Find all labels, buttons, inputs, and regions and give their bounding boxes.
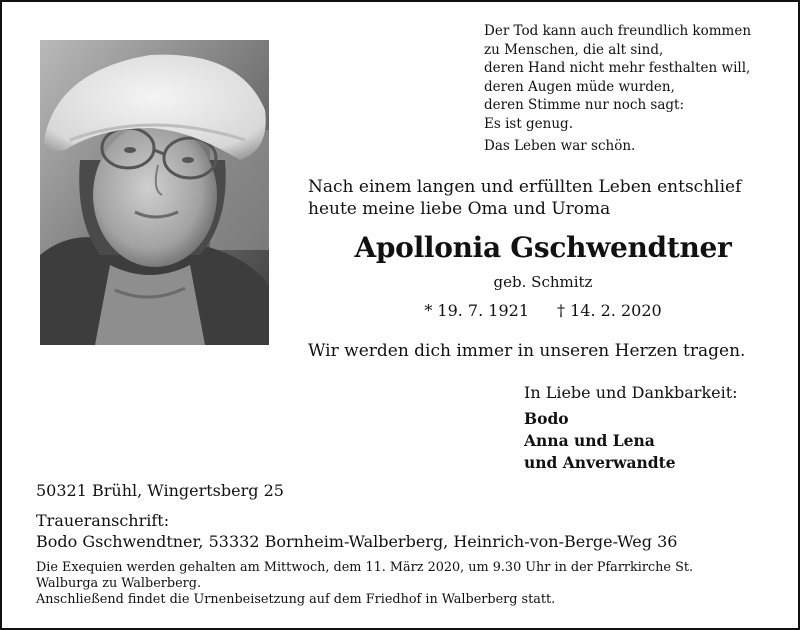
portrait-image [40,40,269,345]
poem-line: deren Augen müde wurden, [484,78,675,95]
poem-line: deren Hand nicht mehr festhalten will, [484,60,751,76]
mourner: Bodo [524,409,569,428]
mourner: Anna und Lena [524,431,655,450]
portrait-photo [40,40,269,345]
mourning-address-label: Traueranschrift: [36,511,170,530]
poem-line: Es ist genug. [484,115,573,132]
service-line: Anschließend findet die Urnenbeisetzung auf dem Friedhof in Walberberg statt. [36,592,556,607]
poem-line: Der Tod kann auch freundlich kommen [484,23,752,39]
intro-text [308,176,741,220]
mourner: und Anverwandte [524,453,676,472]
poem [484,22,784,133]
poem-line: deren Stimme nur noch sagt: [484,97,685,113]
intro-line: heute meine liebe Oma und Uroma [308,199,611,219]
mourning-address: Bodo Gschwendtner, 53332 Bornheim-Walberberg, Heinrich-von-Berge-Weg 36 [36,532,678,551]
service-details [36,560,776,608]
thanks-heading: In Liebe und Dankbarkeit: [524,383,738,402]
home-address: 50321 Brühl, Wingertsberg 25 [36,481,284,500]
birth-name: geb. Schmitz [493,273,593,291]
motto: Wir werden dich immer in unseren Herzen tragen. [308,341,746,361]
poem-closing: Das Leben war schön. [484,138,636,154]
poem-line: zu Menschen, die alt sind, [484,41,664,58]
deceased-name: Apollonia Gschwendtner [354,231,732,264]
service-line: Die Exequien werden gehalten am Mittwoch, dem 11. März 2020, um 9.30 Uhr in der Pfarrkirche St. [36,560,694,575]
birth-date: * 19. 7. 1921 [424,301,529,320]
service-line: Walburga zu Walberberg. [36,576,202,591]
life-dates [300,300,786,322]
intro-line: Nach einem langen und erfüllten Leben entschlief [308,177,742,197]
death-date: † 14. 2. 2020 [557,301,662,320]
mourners-list [524,408,676,474]
